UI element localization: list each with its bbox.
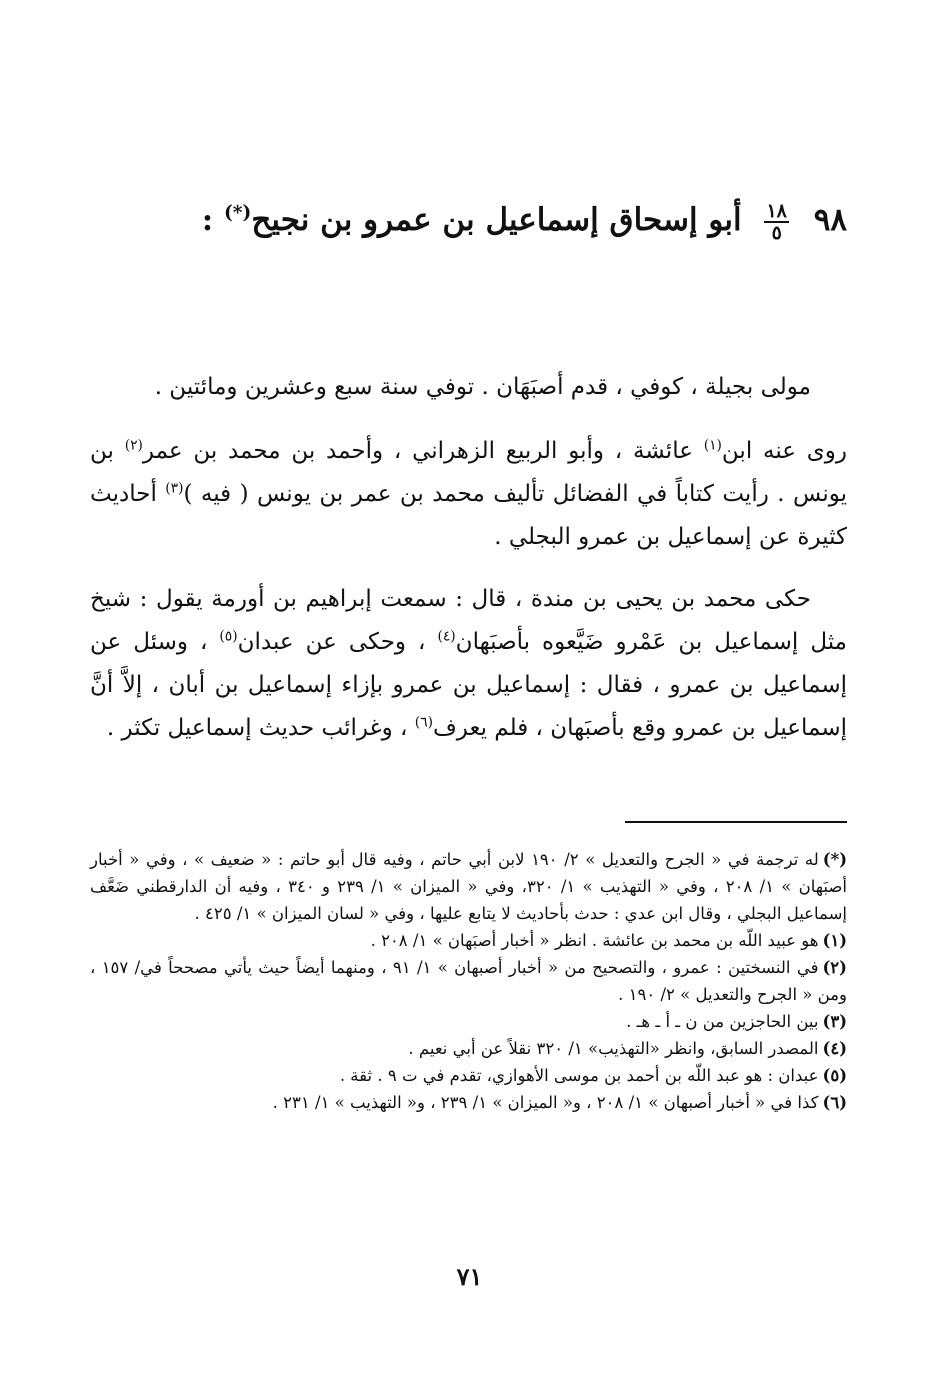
footnote-star-text: له ترجمة في « الجرح والتعديل » ٢/ ١٩٠ لابن أبي حاتم ، وفيه قال أبو حاتم : « ضعيف » ، وفي « أخبار أصبَهان » ١/ ٢٠٨ ، وفي « التهذيب » ١/ ٣٢٠، وفي « الميزان » ١/ ٢٣٩ و ٣٤٠ ، وفيه أن الدارقطني ضَعَّف إسماعيل البجلي ، وقال ابن عدي : حدث بأحاديث لا يتابع عليها ، وفي « لسان الميزان » ١/ ٤٢٥ . xyxy=(90,850,847,923)
footnote-5-text: عبدان : هو عبد اللّه بن أحمد بن موسى الأهوازي، تقدم في ت ٩ . ثقة . xyxy=(339,1066,819,1085)
paragraph-3-part-d: ، وغرائب حديث إسماعيل تكثر . xyxy=(106,715,415,741)
paragraph-2-part-a: روى عنه ابن xyxy=(721,438,847,464)
entry-number: ٩٨ xyxy=(813,202,847,238)
footnote-5 xyxy=(90,1062,847,1089)
paragraph-2 xyxy=(90,430,847,559)
footnote-ref-1: (١) xyxy=(703,437,722,454)
footnote-4 xyxy=(90,1035,847,1062)
footnote-ref-2: (٢) xyxy=(124,437,143,454)
footnote-ref-6: (٦) xyxy=(414,714,433,731)
paragraph-2-part-b: عائشة ، وأبو الربيع الزهراني ، وأحمد بن محمد بن عمر xyxy=(142,438,704,464)
footnote-6 xyxy=(90,1089,847,1116)
footnote-3 xyxy=(90,1008,847,1035)
footnote-star-mark: (*) xyxy=(822,850,848,869)
paragraph-1-text: مولى بجيلة ، كوفي ، قدم أصبَهَان . توفي سنة سبع وعشرين ومائتين . xyxy=(154,374,811,400)
entry-title-footnote-mark: (*) xyxy=(224,202,252,224)
entry-fraction xyxy=(764,201,788,243)
footnotes xyxy=(90,846,847,1116)
footnote-5-mark: (٥) xyxy=(822,1066,847,1085)
footnote-4-text: المصدر السابق، وانظر «التهذيب» ١/ ٣٢٠ نقلاً عن أبي نعيم . xyxy=(408,1039,819,1058)
footnote-1-text: هو عبيد اللّه بن محمد بن عائشة . انظر « أخبار أصبَهان » ١/ ٢٠٨ . xyxy=(370,931,819,950)
footnote-ref-5: (٥) xyxy=(219,628,238,645)
footnote-separator xyxy=(625,821,847,823)
paragraph-2-part-c: بن يونس . رأيت كتاباً في الفضائل تأليف محمد بن عمر بن يونس ( فيه ) xyxy=(90,438,848,507)
paragraph-1 xyxy=(90,366,847,409)
paragraph-2-part-d: أحاديث كثيرة عن إسماعيل بن عمرو البجلي . xyxy=(90,481,847,550)
footnote-2-mark: (٢) xyxy=(822,958,847,977)
page-number: ٧١ xyxy=(456,1262,483,1291)
footnote-star xyxy=(90,846,847,927)
footnote-4-mark: (٤) xyxy=(822,1039,847,1058)
entry-heading xyxy=(90,190,847,250)
footnote-6-mark: (٦) xyxy=(822,1093,847,1112)
footnote-3-mark: (٣) xyxy=(822,1012,847,1031)
paragraph-3-part-a: حكى محمد بن يحيى بن مندة ، قال : سمعت إبراهيم بن أورمة يقول : شيخ مثل إسماعيل بن عَمْرو ضَيَّعوه بأصبَهان xyxy=(90,586,847,655)
paragraph-3-text xyxy=(90,578,847,750)
entry-title-colon: : xyxy=(201,202,214,238)
paragraph-3-part-b: ، وحكى عن عبدان xyxy=(237,629,438,655)
footnote-ref-3: (٣) xyxy=(165,480,184,497)
footnote-2 xyxy=(90,954,847,1008)
fraction-top: ١٨ xyxy=(766,199,787,222)
paragraph-2-text xyxy=(90,430,847,559)
paragraph-3 xyxy=(90,578,847,750)
footnote-1-mark: (١) xyxy=(822,931,847,950)
footnote-6-text: كذا في « أخبار أصبهان » ١/ ٢٠٨ ، و« الميزان » ١/ ٢٣٩ ، و« التهذيب » ١/ ٢٣١ . xyxy=(272,1093,819,1112)
footnote-ref-4: (٤) xyxy=(437,628,456,645)
footnote-2-text: في النسختين : عمرو ، والتصحيح من « أخبار أصبهان » ١/ ٩١ ، ومنهما أيضاً حيث يأتي مصححاً في/ ١٥٧ ، ومن « الجرح والتعديل » ٢/ ١٩٠ . xyxy=(90,958,847,1004)
footnote-1 xyxy=(90,927,847,954)
entry-title: أبو إسحاق إسماعيل بن عمرو بن نجيح xyxy=(251,202,742,238)
paragraph-3-part-c: ، وسئل عن إسماعيل بن عمرو ، فقال : إسماعيل بن عمرو بإزاء إسماعيل بن أبان ، إلاَّ أنَّ إسماعيل بن عمرو وقع بأصبَهان ، فلم يعرف xyxy=(90,629,847,741)
footnote-3-text: بين الحاجزين من ن ـ أ ـ هـ . xyxy=(626,1012,819,1031)
fraction-bottom: ٥ xyxy=(771,221,782,244)
